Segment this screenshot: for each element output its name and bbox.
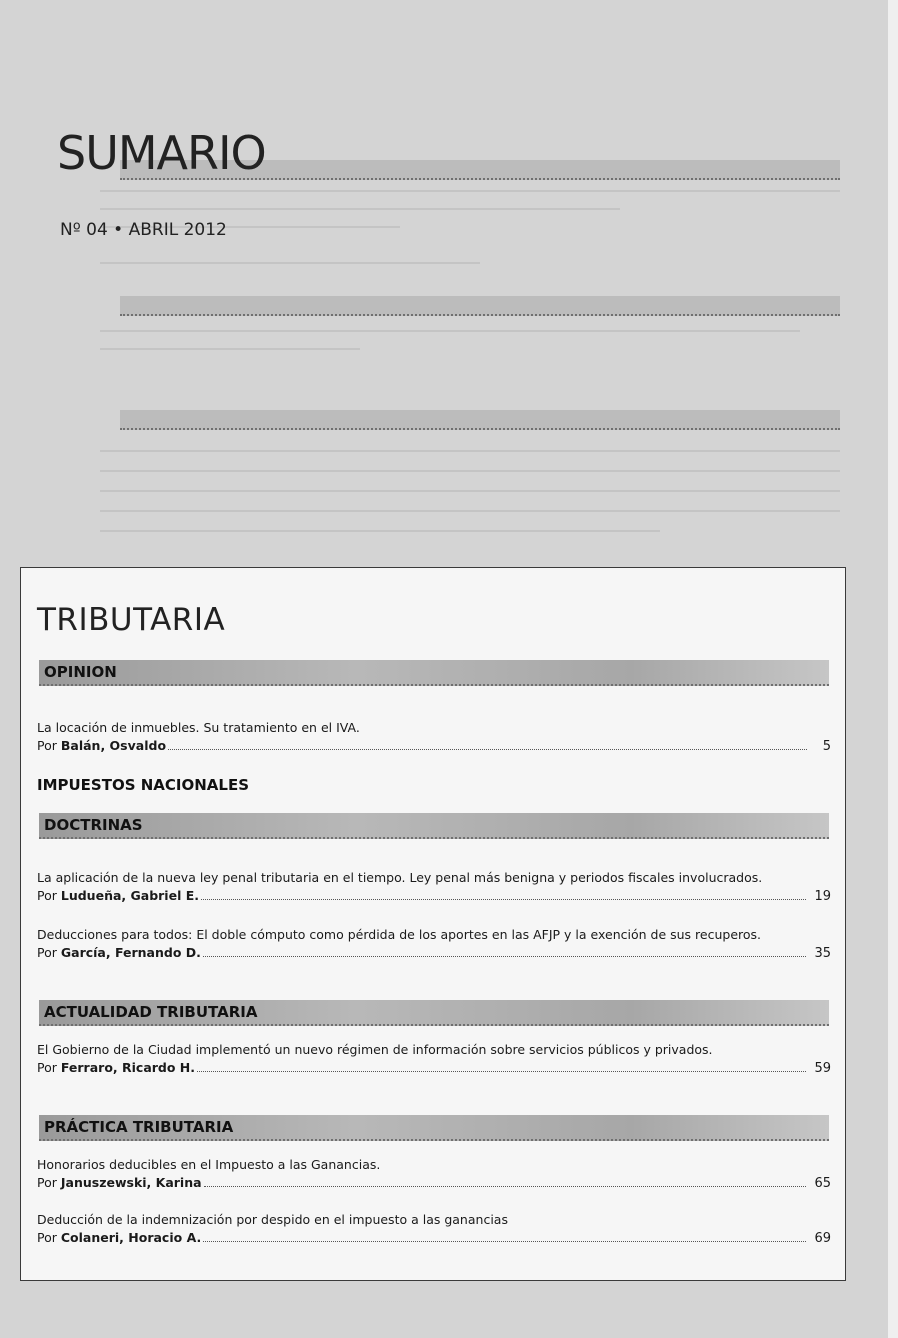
- entry-title: Honorarios deducibles en el Impuesto a las Ganancias.: [37, 1157, 381, 1172]
- dot-leader: [204, 1185, 807, 1187]
- panel-title: TRIBUTARIA: [37, 602, 226, 638]
- entry-author: Colaneri, Horacio A.: [60, 1230, 202, 1245]
- toc-entry[interactable]: [37, 1042, 831, 1076]
- dot-leader: [203, 955, 807, 957]
- tributaria-panel: [20, 567, 846, 1281]
- page-edge: [888, 0, 898, 1338]
- entry-page: 69: [814, 1231, 831, 1246]
- entry-author: Balán, Osvaldo: [60, 738, 167, 753]
- entry-author: Ludueña, Gabriel E.: [60, 888, 199, 903]
- entry-title: El Gobierno de la Ciudad implementó un nuevo régimen de información sobre servicios públicos y privados.: [37, 1042, 713, 1057]
- dot-leader: [168, 748, 807, 750]
- toc-entry[interactable]: [37, 1157, 831, 1191]
- dot-leader: [201, 898, 806, 900]
- entry-page: 5: [822, 739, 831, 754]
- section-heading-impuestos: IMPUESTOS NACIONALES: [37, 776, 250, 794]
- by-prefix: Por: [37, 738, 57, 753]
- page-title: SUMARIO: [57, 126, 266, 180]
- by-prefix: Por: [37, 1175, 57, 1190]
- section-label: PRÁCTICA TRIBUTARIA: [44, 1118, 234, 1136]
- by-prefix: Por: [37, 1230, 57, 1245]
- section-band-doctrinas: [39, 813, 829, 839]
- dot-leader: [197, 1070, 806, 1072]
- entry-author: Ferraro, Ricardo H.: [60, 1060, 196, 1075]
- section-label: DOCTRINAS: [44, 816, 143, 834]
- entry-page: 65: [814, 1176, 831, 1191]
- by-prefix: Por: [37, 1060, 57, 1075]
- by-prefix: Por: [37, 888, 57, 903]
- section-band-opinion: [39, 660, 829, 686]
- issue-label: Nº 04 • ABRIL 2012: [60, 220, 227, 240]
- bleed-through-text: [10, 120, 850, 580]
- section-band-practica: [39, 1115, 829, 1141]
- section-band-actualidad: [39, 1000, 829, 1026]
- entry-author: Januszewski, Karina: [60, 1175, 202, 1190]
- toc-entry[interactable]: [37, 870, 831, 904]
- entry-page: 59: [814, 1061, 831, 1076]
- by-prefix: Por: [37, 945, 57, 960]
- section-label: OPINION: [44, 663, 117, 681]
- toc-entry[interactable]: [37, 1212, 831, 1246]
- entry-title: La locación de inmuebles. Su tratamiento en el IVA.: [37, 720, 360, 735]
- entry-author: García, Fernando D.: [60, 945, 201, 960]
- entry-title: La aplicación de la nueva ley penal tributaria en el tiempo. Ley penal más benigna y periodos fiscales involucrados.: [37, 870, 763, 885]
- dot-leader: [203, 1240, 806, 1242]
- toc-entry[interactable]: [37, 720, 831, 754]
- entry-title: Deducción de la indemnización por despido en el impuesto a las ganancias: [37, 1212, 508, 1227]
- entry-page: 19: [814, 889, 831, 904]
- entry-page: 35: [814, 946, 831, 961]
- entry-title: Deducciones para todos: El doble cómputo como pérdida de los aportes en las AFJP y la exención de sus recuperos.: [37, 927, 762, 942]
- section-label: ACTUALIDAD TRIBUTARIA: [44, 1003, 258, 1021]
- toc-entry[interactable]: [37, 927, 831, 961]
